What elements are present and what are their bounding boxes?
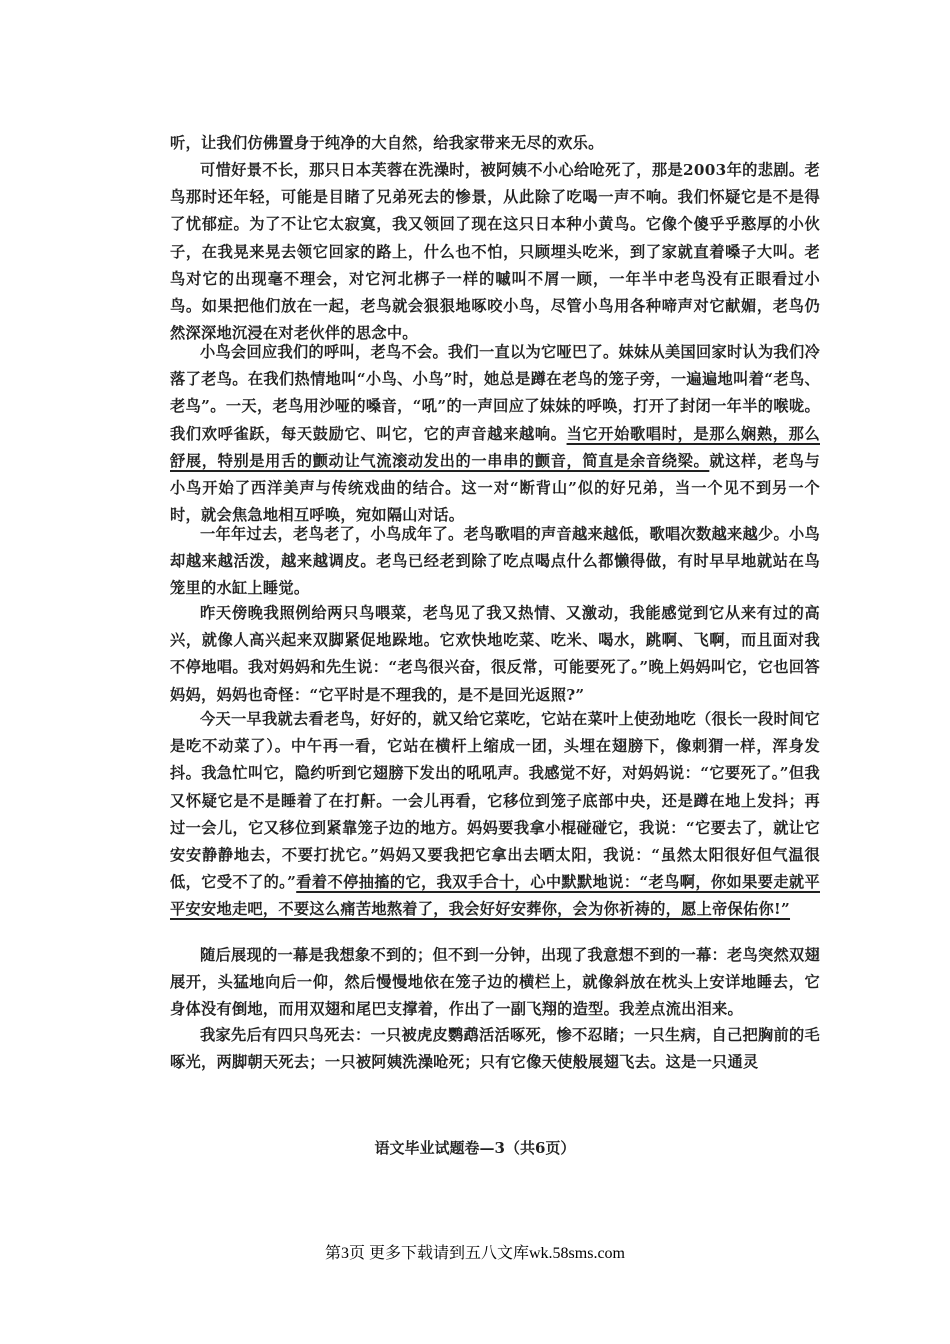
paragraph-7 xyxy=(170,942,820,1024)
paragraph-3-text-b: 就这样，老鸟与小鸟开始了西洋美声与传统戏曲的结合。这一对“断背山”似的好兄弟，当一个见不到另一个时，就会焦急地相互呼唤，宛如隔山对话。 xyxy=(170,451,820,525)
paragraph-8 xyxy=(170,1022,820,1076)
paragraph-3-text-a: 小鸟会回应我们的呼叫，老鸟不会。我们一直以为它哑巴了。妹妹从美国回家时认为我们冷落了老鸟。在我们热情地叫“小鸟、小鸟”时，她总是蹲在老鸟的笼子旁，一遍遍地叫着“老鸟、老鸟”。一天，老鸟用沙哑的嗓音，“吼”的一声回应了妹妹的呼唤，打开了封闭一年半的喉咙。我们欢呼雀跃，每天鼓励它、叫它，它的声音越来越响。 xyxy=(170,343,820,443)
underlined-passage-singing: 当它开始歌唱时，是那么娴熟，那么舒展，特别是用舌的颤动让气流滚动发出的一串串的颤音，简直是余音绕梁。 xyxy=(170,424,820,470)
paragraph-2-text: 可惜好景不长，那只日本芙蓉在洗澡时，被阿姨不小心给呛死了，那是2003年的悲剧。老鸟那时还年轻，可能是目睹了兄弟死去的惨景，从此除了吃喝一声不响。我们怀疑它是不是得了忧郁症。为了不让它太寂寞，我又领回了现在这只日本种小黄鸟。它像个傻乎乎憨厚的小伙子，在我晃来晃去领它回家的路上，什么也不怕，只顾埋头吃米，到了家就直着嗓子大叫。老鸟对它的出现毫不理会，对它河北梆子一样的嘁叫不屑一顾，一年半中老鸟没有正眼看过小鸟。如果把他们放在一起，老鸟就会狠狠地啄咬小鸟，尽管小鸟用各种啼声对它献媚，老鸟仍然深深地沉浸在对老伙伴的思念中。 xyxy=(170,161,820,343)
paragraph-5 xyxy=(170,600,820,709)
exam-page-footer: 语文毕业试题卷—3（共6页） xyxy=(374,1139,576,1157)
paragraph-5-text: 昨天傍晚我照例给两只鸟喂菜，老鸟见了我又热情、又激动，我能感觉到它从来有过的高兴，就像人高兴起来双脚紧促地跺地。它欢快地吃菜、吃米、喝水，跳啊、飞啊，而且面对我不停地唱。我对妈妈和先生说：“老鸟很兴奋，很反常，可能要死了。”晚上妈妈叫它，它也回答妈妈，妈妈也奇怪：“它平时是不理我的，是不是回光返照?” xyxy=(170,604,820,704)
paragraph-4-text: 一年年过去，老鸟老了，小鸟成年了。老鸟歌唱的声音越来越低，歌唱次数越来越少。小鸟却越来越活泼，越来越调皮。老鸟已经老到除了吃点喝点什么都懒得做，有时早早地就站在鸟笼里的水缸上睡觉。 xyxy=(170,525,820,598)
download-site-footer: 第3页 更多下载请到五八文库wk.58sms.com xyxy=(324,1245,625,1262)
paragraph-6 xyxy=(170,706,820,924)
paragraph-8-text: 我家先后有四只鸟死去：一只被虎皮鹦鹉活活啄死，惨不忍睹；一只生病，自己把胸前的毛啄光，两脚朝天死去；一只被阿姨洗澡呛死；只有它像天使般展翅飞去。这是一只通灵 xyxy=(170,1026,820,1072)
underlined-passage-prayer: 看着不停抽搐的它，我双手合十，心中默默地说：“老鸟啊，你如果要走就平平安安地走吧，不要这么痛苦地熬着了，我会好好安葬你，会为你祈祷的，愿上帝保佑你!” xyxy=(170,873,820,919)
paragraph-1 xyxy=(170,130,820,157)
paragraph-4 xyxy=(170,521,820,603)
paragraph-6-text-a: 今天一早我就去看老鸟，好好的，就又给它菜吃，它站在菜叶上使劲地吃（很长一段时间它是吃不动菜了）。中午再一看，它站在横杆上缩成一团，头埋在翅膀下，像刺猬一样，浑身发抖。我急忙叫它，隐约听到它翅膀下发出的吼吼声。我感觉不好，对妈妈说：“它要死了。”但我又怀疑它是不是睡着了在打鼾。一会儿再看，它移位到笼子底部中央，还是蹲在地上发抖；再过一会儿，它又移位到紧靠笼子边的地方。妈妈要我拿小棍碰碰它，我说：“它要去了，就让它安安静静地去，不要打扰它。”妈妈又要我把它拿出去晒太阳，我说：“虽然太阳很好但气温很低，它受不了的。” xyxy=(170,710,820,892)
paragraph-1-text: 听，让我们仿佛置身于纯净的大自然，给我家带来无尽的欢乐。 xyxy=(170,134,604,152)
paragraph-2 xyxy=(170,157,820,347)
paragraph-7-text: 随后展现的一幕是我想象不到的；但不到一分钟，出现了我意想不到的一幕：老鸟突然双翅展开，头猛地向后一仰，然后慢慢地依在笼子边的横栏上，就像斜放在枕头上安详地睡去，它身体没有倒地，而用双翅和尾巴支撑着，作出了一副飞翔的造型。我差点流出泪来。 xyxy=(170,946,820,1019)
paragraph-3 xyxy=(170,339,820,529)
